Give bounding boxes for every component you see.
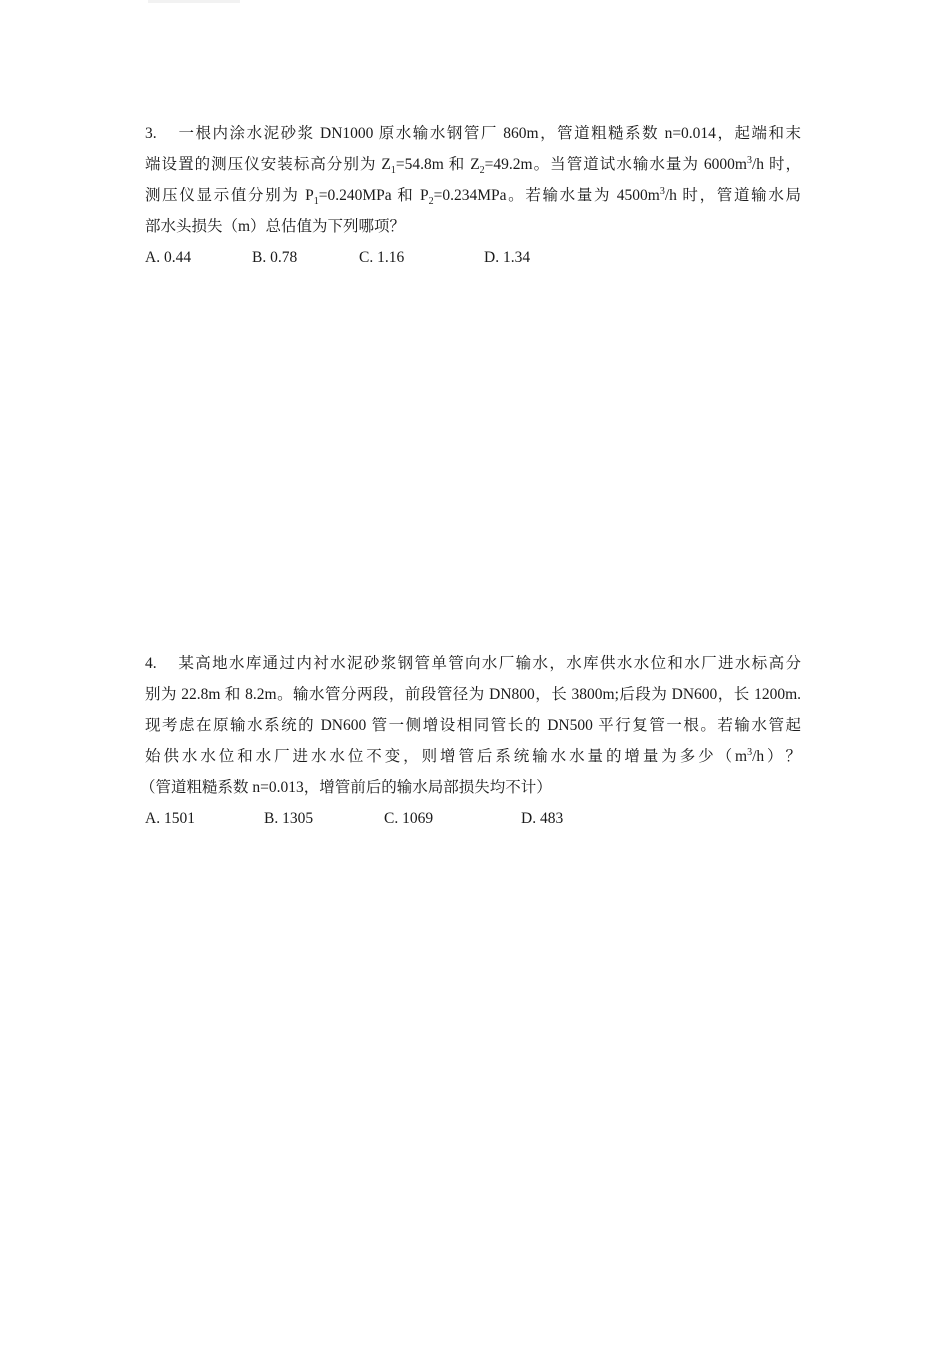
question-3-line-2 xyxy=(145,149,801,180)
superscript: 3 xyxy=(659,185,665,197)
question-4-text: 某高地水库通过内衬水泥砂浆钢管单管向水厂输水，水库供水水位和水厂进水标高分 xyxy=(177,655,801,672)
question-3-line-4: 部水头损失（m）总估值为下列哪项？ xyxy=(145,218,406,235)
option-d: D. 1.34 xyxy=(484,249,531,266)
text-segment: =49.2m。当管道试水输水量为 6000m xyxy=(484,156,747,173)
question-3-line-3 xyxy=(145,180,801,211)
question-3 xyxy=(145,118,801,273)
text-segment: 测压仪显示值分别为 P xyxy=(145,187,314,204)
option-a: A. 1501 xyxy=(145,810,195,827)
option-b: B. 1305 xyxy=(264,810,314,827)
question-4-line-5: （管道粗糙系数 n=0.013，增管前后的输水局部损失均不计） xyxy=(140,779,552,796)
text-segment: /h 时， xyxy=(751,156,801,173)
question-4-line-4 xyxy=(145,741,801,772)
text-segment: =0.234MPa。若输水量为 4500m xyxy=(433,187,660,204)
option-b: B. 0.78 xyxy=(252,249,298,266)
top-edge-mark xyxy=(148,0,240,3)
superscript: 3 xyxy=(746,154,752,166)
question-3-options xyxy=(145,242,801,273)
question-4-line-1 xyxy=(145,648,801,679)
subscript: 1 xyxy=(390,165,396,177)
text-segment: /h 时，管道输水局 xyxy=(664,187,801,204)
question-4-line-3: 现考虑在原输水系统的 DN600 管一侧增设相同管长的 DN500 平行复管一根。若输水管起 xyxy=(145,717,801,734)
subscript: 2 xyxy=(428,196,434,208)
question-4-line-2: 别为 22.8m 和 8.2m。输水管分两段，前段管径为 DN800，长 3800m;后段为 DN600，长 1200m. xyxy=(145,686,801,703)
question-4-number: 4. xyxy=(145,655,157,672)
superscript: 3 xyxy=(747,746,753,758)
question-3-number: 3. xyxy=(145,125,157,142)
subscript: 2 xyxy=(479,165,485,177)
option-a: A. 0.44 xyxy=(145,249,192,266)
option-c: C. 1.16 xyxy=(359,249,405,266)
text-segment: =54.8m 和 Z xyxy=(395,156,480,173)
subscript: 1 xyxy=(313,196,319,208)
text-segment: =0.240MPa 和 P xyxy=(318,187,429,204)
text-segment: 端设置的测压仪安装标高分别为 Z xyxy=(145,156,391,173)
option-d: D. 483 xyxy=(521,810,564,827)
text-segment: /h）？ xyxy=(752,748,801,765)
question-4-options xyxy=(145,803,801,834)
question-3-text: 一根内涂水泥砂浆 DN1000 原水输水钢管厂 860m，管道粗糙系数 n=0.014，起端和末 xyxy=(177,125,801,142)
question-4 xyxy=(140,648,801,834)
question-3-line-1 xyxy=(145,118,801,149)
text-segment: 始供水水位和水厂进水水位不变，则增管后系统输水水量的增量为多少（m xyxy=(145,748,748,765)
option-c: C. 1069 xyxy=(384,810,434,827)
